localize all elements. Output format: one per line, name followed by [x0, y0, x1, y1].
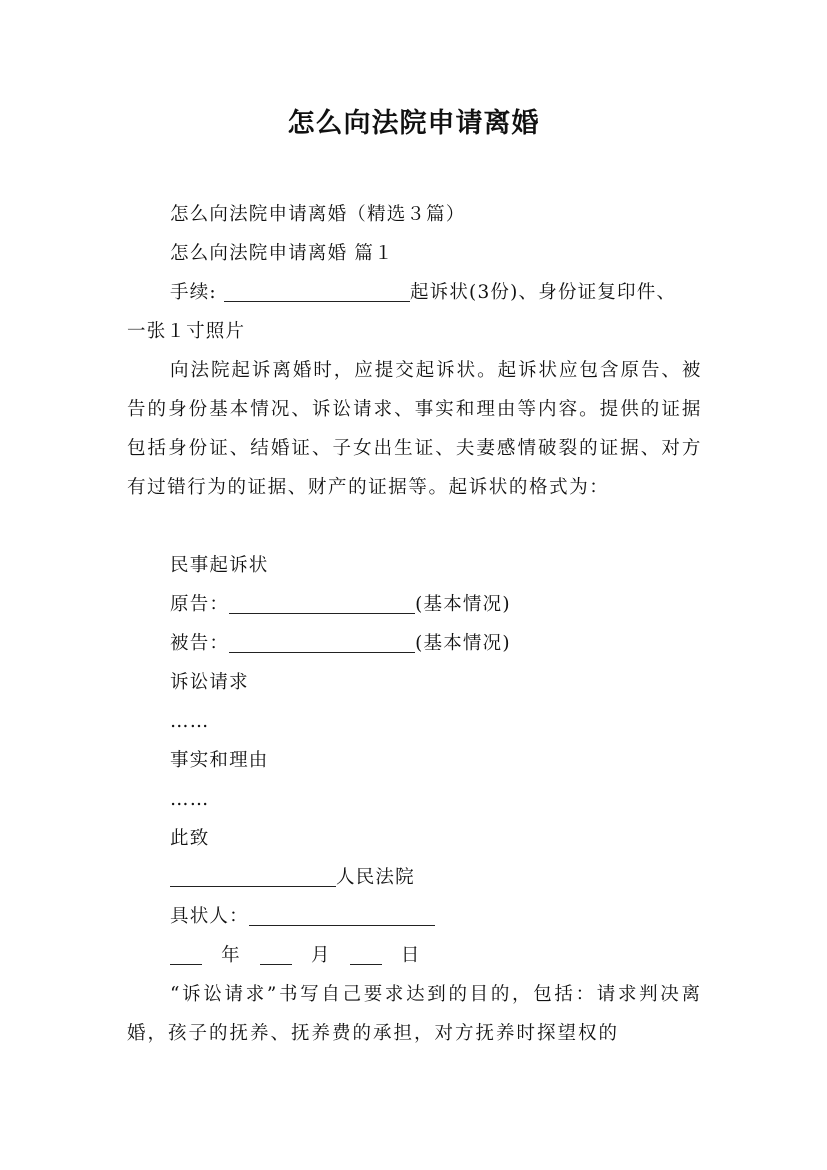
month-blank [260, 942, 292, 965]
year-blank [170, 942, 202, 965]
procedure-text: 起诉状(3份)、身份证复印件、 [409, 282, 677, 303]
day-blank [350, 942, 382, 965]
month-label: 月 [310, 945, 331, 966]
plaintiff-blank [229, 591, 415, 614]
date-line [170, 936, 433, 975]
plaintiff-line [170, 585, 511, 624]
document-title: 怎么向法院申请离婚 [287, 108, 540, 139]
plaintiff-suffix: (基本情况) [415, 594, 511, 615]
facts-label: 事实和理由 [170, 750, 269, 771]
procedure-label: 手续: [170, 282, 217, 303]
signer-label: 具状人： [170, 906, 249, 927]
defendant-label: 被告： [170, 633, 230, 654]
defendant-blank [229, 630, 415, 653]
defendant-line [170, 624, 511, 663]
procedure-continued: 一张１寸照片 [127, 321, 246, 342]
document-subtitle: 怎么向法院申请离婚（精选３篇） [170, 204, 466, 225]
court-line [170, 858, 415, 897]
procedure-blank [224, 279, 410, 302]
year-label: 年 [221, 945, 241, 966]
paragraph-filing: 向法院起诉离婚时，应提交起诉状。起诉状应包含原告、被告的身份基本情况、诉讼请求、事实和理由等内容。提供的证据包括身份证、结婚证、子女出生证、夫妻感情破裂的证据、对方有过错行为的证据、财产的证据等。起诉状的格式为： [127, 360, 702, 498]
section-heading: 怎么向法院申请离婚 篇１ [170, 243, 394, 264]
claims-ellipsis: …… [170, 711, 210, 732]
day-label: 日 [400, 945, 421, 966]
defendant-suffix: (基本情况) [415, 633, 511, 654]
signer-blank [249, 903, 435, 926]
claims-label: 诉讼请求 [170, 672, 249, 693]
facts-ellipsis: …… [170, 789, 210, 810]
court-suffix: 人民法院 [336, 867, 415, 888]
signer-line [170, 897, 435, 936]
paragraph-claims: “诉讼请求”书写自己要求达到的目的，包括：请求判决离婚，孩子的抚养、抚养费的承担，对方抚养时探望权的 [127, 984, 702, 1044]
procedure-line [170, 273, 676, 312]
form-title: 民事起诉状 [170, 555, 269, 576]
to-label: 此致 [170, 828, 210, 849]
plaintiff-label: 原告： [170, 594, 230, 615]
court-blank [170, 864, 336, 887]
